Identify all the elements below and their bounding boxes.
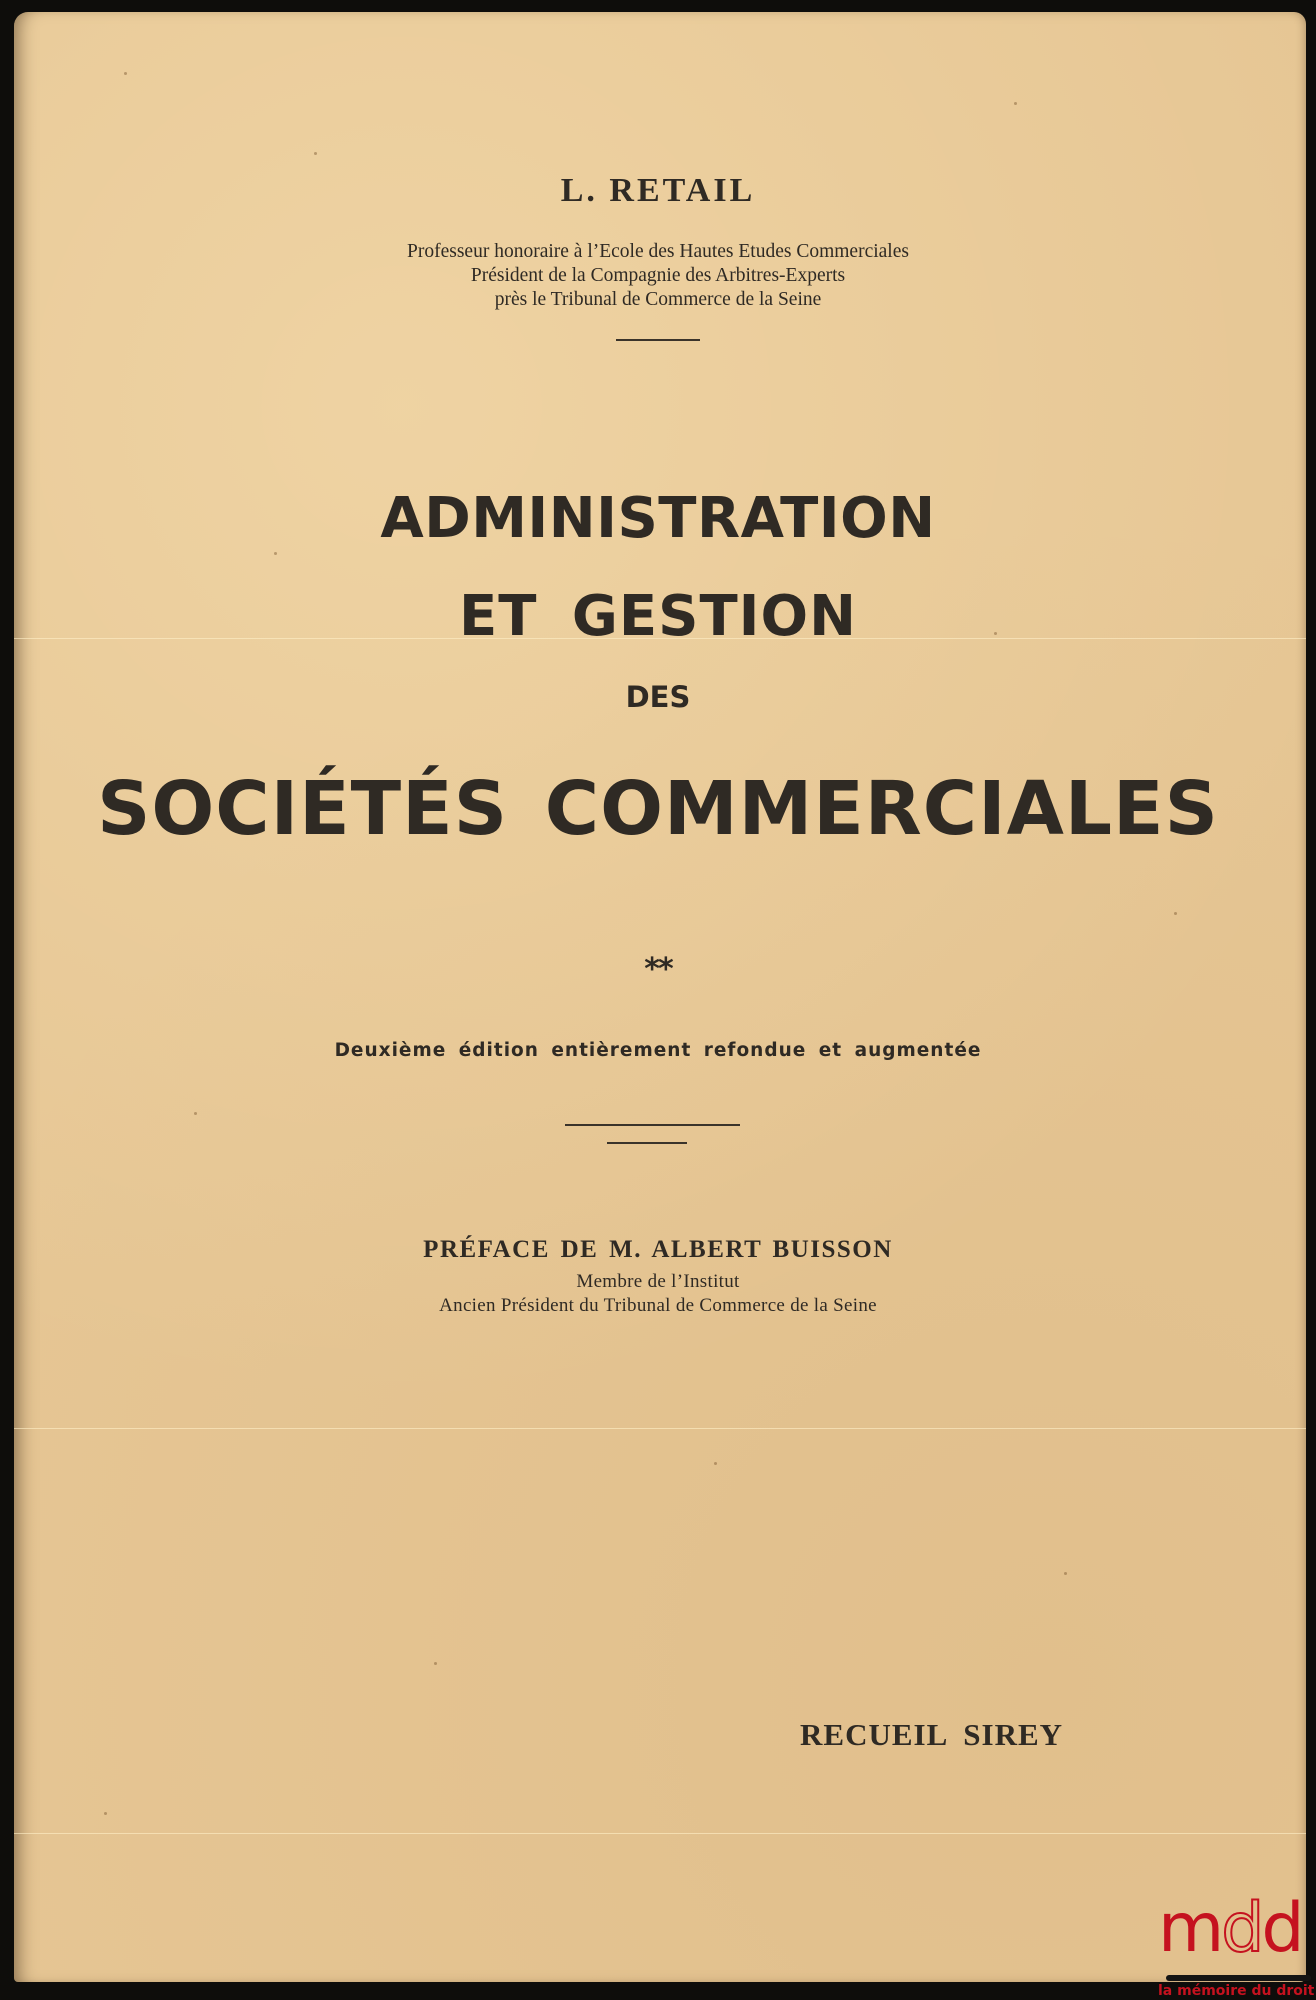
title-line-2: ET GESTION [458, 584, 857, 649]
preface-heading: PRÉFACE DE M. ALBERT BUISSON [423, 1236, 893, 1263]
paper-speck [1064, 1572, 1067, 1575]
logo-tagline: la mémoire du droit [1158, 1983, 1315, 1999]
paper-speck [104, 1812, 107, 1815]
author-name: L. RETAIL [560, 172, 756, 209]
title-line-3: DES [625, 680, 691, 714]
paper-speck [314, 152, 317, 155]
mdd-logo-icon: mdd [1158, 1889, 1302, 1968]
logo-underline [1166, 1975, 1311, 1981]
paper-speck [274, 552, 277, 555]
paper-speck [1174, 912, 1177, 915]
title-line-4: SOCIÉTÉS COMMERCIALES [97, 766, 1219, 852]
volume-mark: ** [644, 952, 672, 987]
double-rule-bottom [607, 1142, 687, 1144]
mdd-watermark-logo [1158, 1889, 1316, 2000]
scan-artifact-line [14, 1428, 1306, 1429]
paper-speck [1014, 102, 1017, 105]
author-affiliation: près le Tribunal de Commerce de la Seine [494, 289, 822, 310]
divider-rule [616, 339, 700, 341]
paper-speck [124, 72, 127, 75]
scan-artifact-line [14, 1833, 1306, 1834]
preface-detail: Ancien Président du Tribunal de Commerce de la Seine [439, 1295, 877, 1316]
preface-detail: Membre de l’Institut [576, 1271, 740, 1292]
edition-statement: Deuxième édition entièrement refondue et augmentée [334, 1040, 982, 1061]
paper-speck [194, 1112, 197, 1115]
author-affiliation: Président de la Compagnie des Arbitres-Experts [470, 265, 846, 286]
double-rule-top [565, 1124, 740, 1126]
title-line-1: ADMINISTRATION [380, 486, 936, 551]
publisher-name: RECUEIL SIREY [800, 1717, 1064, 1752]
paper-speck [714, 1462, 717, 1465]
author-affiliation: Professeur honoraire à l’Ecole des Hautes Etudes Commerciales [407, 241, 909, 262]
paper-speck [434, 1662, 437, 1665]
